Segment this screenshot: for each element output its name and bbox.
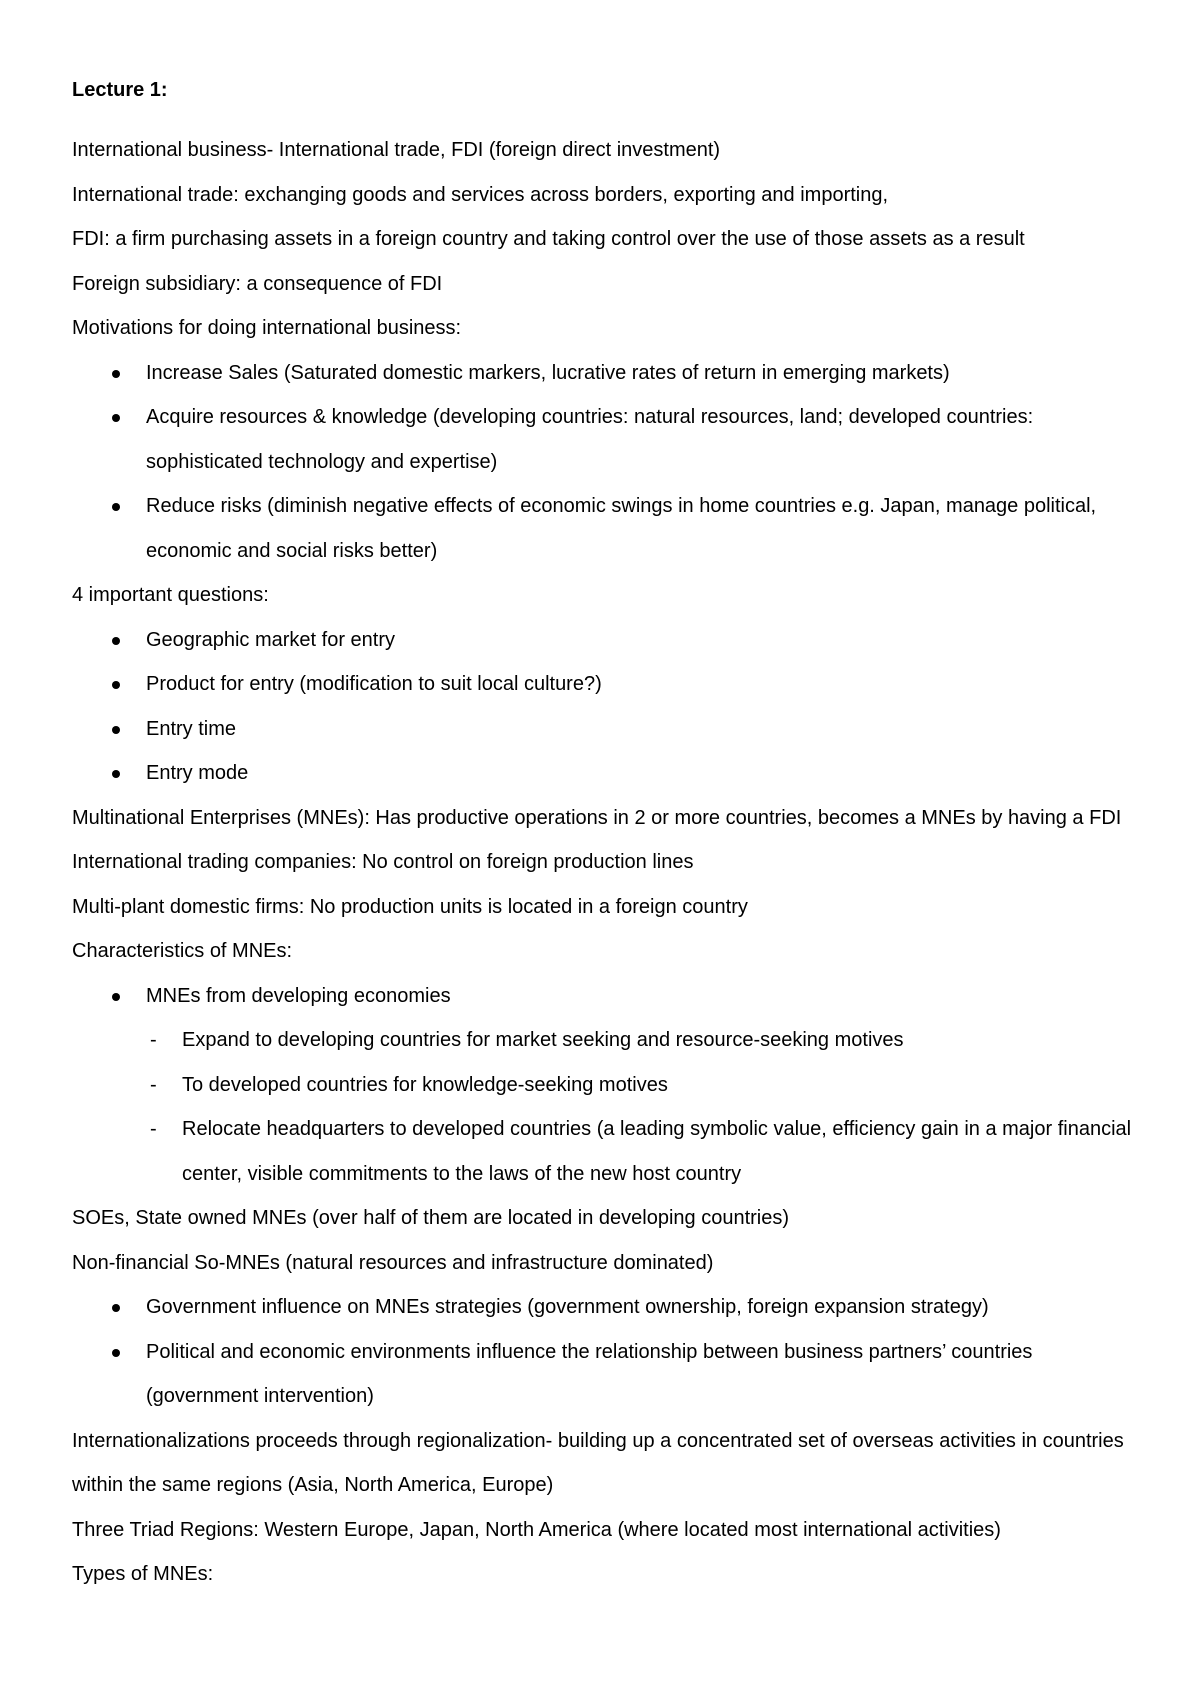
paragraph-important-questions: 4 important questions: — [72, 584, 269, 606]
list-item-text: Reduce risks (diminish negative effects of economic swings in home countries e.g. Japan, manage political, economic and social risks better) — [146, 495, 1097, 562]
sub-list-item — [72, 1018, 1132, 1063]
list-item — [72, 1285, 1132, 1330]
list-item-text: Geographic market for entry — [146, 628, 395, 651]
paragraph-non-financial: Non-financial So-MNEs (natural resources and infrastructure dominated) — [72, 1251, 714, 1274]
paragraph-foreign-subsidiary: Foreign subsidiary: a consequence of FDI — [72, 272, 443, 295]
paragraph-motivations: Motivations for doing international business: — [72, 317, 462, 339]
bullet-icon — [112, 681, 120, 689]
paragraph-triad-regions: Three Triad Regions: Western Europe, Japan, North America (where located most international activities) — [72, 1518, 1001, 1541]
paragraph-fdi: FDI: a firm purchasing assets in a foreign country and taking control over the use of those assets as a result — [72, 228, 1025, 250]
list-item — [72, 974, 1132, 1019]
sub-list-item-text: Relocate headquarters to developed countries (a leading symbolic value, efficiency gain in a major financial center, visible commitments to the laws of the new host country — [182, 1118, 1132, 1185]
list-item-text: Product for entry (modification to suit local culture?) — [146, 673, 602, 695]
list-item-text: Increase Sales (Saturated domestic markers, lucrative rates of return in emerging markets) — [146, 361, 950, 384]
bullet-icon — [112, 503, 120, 511]
paragraph-international-trade: International trade: exchanging goods and services across borders, exporting and importing, — [72, 183, 889, 206]
list-item — [72, 707, 1132, 752]
list-item-text: Acquire resources & knowledge (developing countries: natural resources, land; developed countries: sophisticated technology and expertise) — [146, 406, 1034, 473]
list-item — [72, 395, 1132, 484]
list-item — [72, 484, 1132, 573]
bullet-icon — [112, 637, 120, 645]
bullet-icon — [112, 726, 120, 734]
list-item-text: Government influence on MNEs strategies (government ownership, foreign expansion strategy) — [146, 1296, 989, 1318]
bullet-icon — [112, 1349, 120, 1357]
paragraph-multi-plant: Multi-plant domestic firms: No production units is located in a foreign country — [72, 895, 748, 918]
list-item — [72, 1330, 1132, 1419]
list-item — [72, 662, 1132, 707]
paragraph-international-business: International business- International trade, FDI (foreign direct investment) — [72, 139, 721, 161]
list-item — [72, 751, 1132, 796]
paragraph-characteristics: Characteristics of MNEs: — [72, 940, 293, 962]
bullet-icon — [112, 770, 120, 778]
bullet-icon — [112, 1304, 120, 1312]
paragraph-types-of-mnes: Types of MNEs: — [72, 1563, 214, 1585]
dash-icon: - — [150, 1029, 157, 1051]
paragraph-trading-companies: International trading companies: No control on foreign production lines — [72, 851, 694, 873]
list-item-text: MNEs from developing economies — [146, 984, 451, 1007]
sub-list-item-text: Expand to developing countries for market seeking and resource-seeking motives — [182, 1029, 904, 1051]
list-item-text: Political and economic environments influence the relationship between business partners’ countries (government intervention) — [146, 1340, 1033, 1407]
list-item — [72, 618, 1132, 663]
list-item-text: Entry mode — [146, 762, 249, 784]
sub-list-item-text: To developed countries for knowledge-seeking motives — [182, 1073, 668, 1096]
document-body — [72, 70, 1132, 1597]
sub-list-item — [72, 1063, 1132, 1108]
bullet-icon — [112, 993, 120, 1001]
lecture-title: Lecture 1: — [72, 79, 168, 101]
bullet-icon — [112, 414, 120, 422]
dash-icon: - — [150, 1118, 157, 1140]
list-item — [72, 351, 1132, 396]
bullet-icon — [112, 370, 120, 378]
paragraph-regionalization: Internationalizations proceeds through regionalization- building up a concentrated set of overseas activities in countries within the same regions (Asia, North America, Europe) — [72, 1429, 1124, 1496]
paragraph-soes: SOEs, State owned MNEs (over half of them are located in developing countries) — [72, 1207, 790, 1229]
sub-list-item — [72, 1107, 1132, 1196]
paragraph-mnes: Multinational Enterprises (MNEs): Has productive operations in 2 or more countries, becomes a MNEs by having a FDI — [72, 806, 1122, 829]
dash-icon: - — [150, 1073, 157, 1096]
list-item-text: Entry time — [146, 717, 237, 740]
